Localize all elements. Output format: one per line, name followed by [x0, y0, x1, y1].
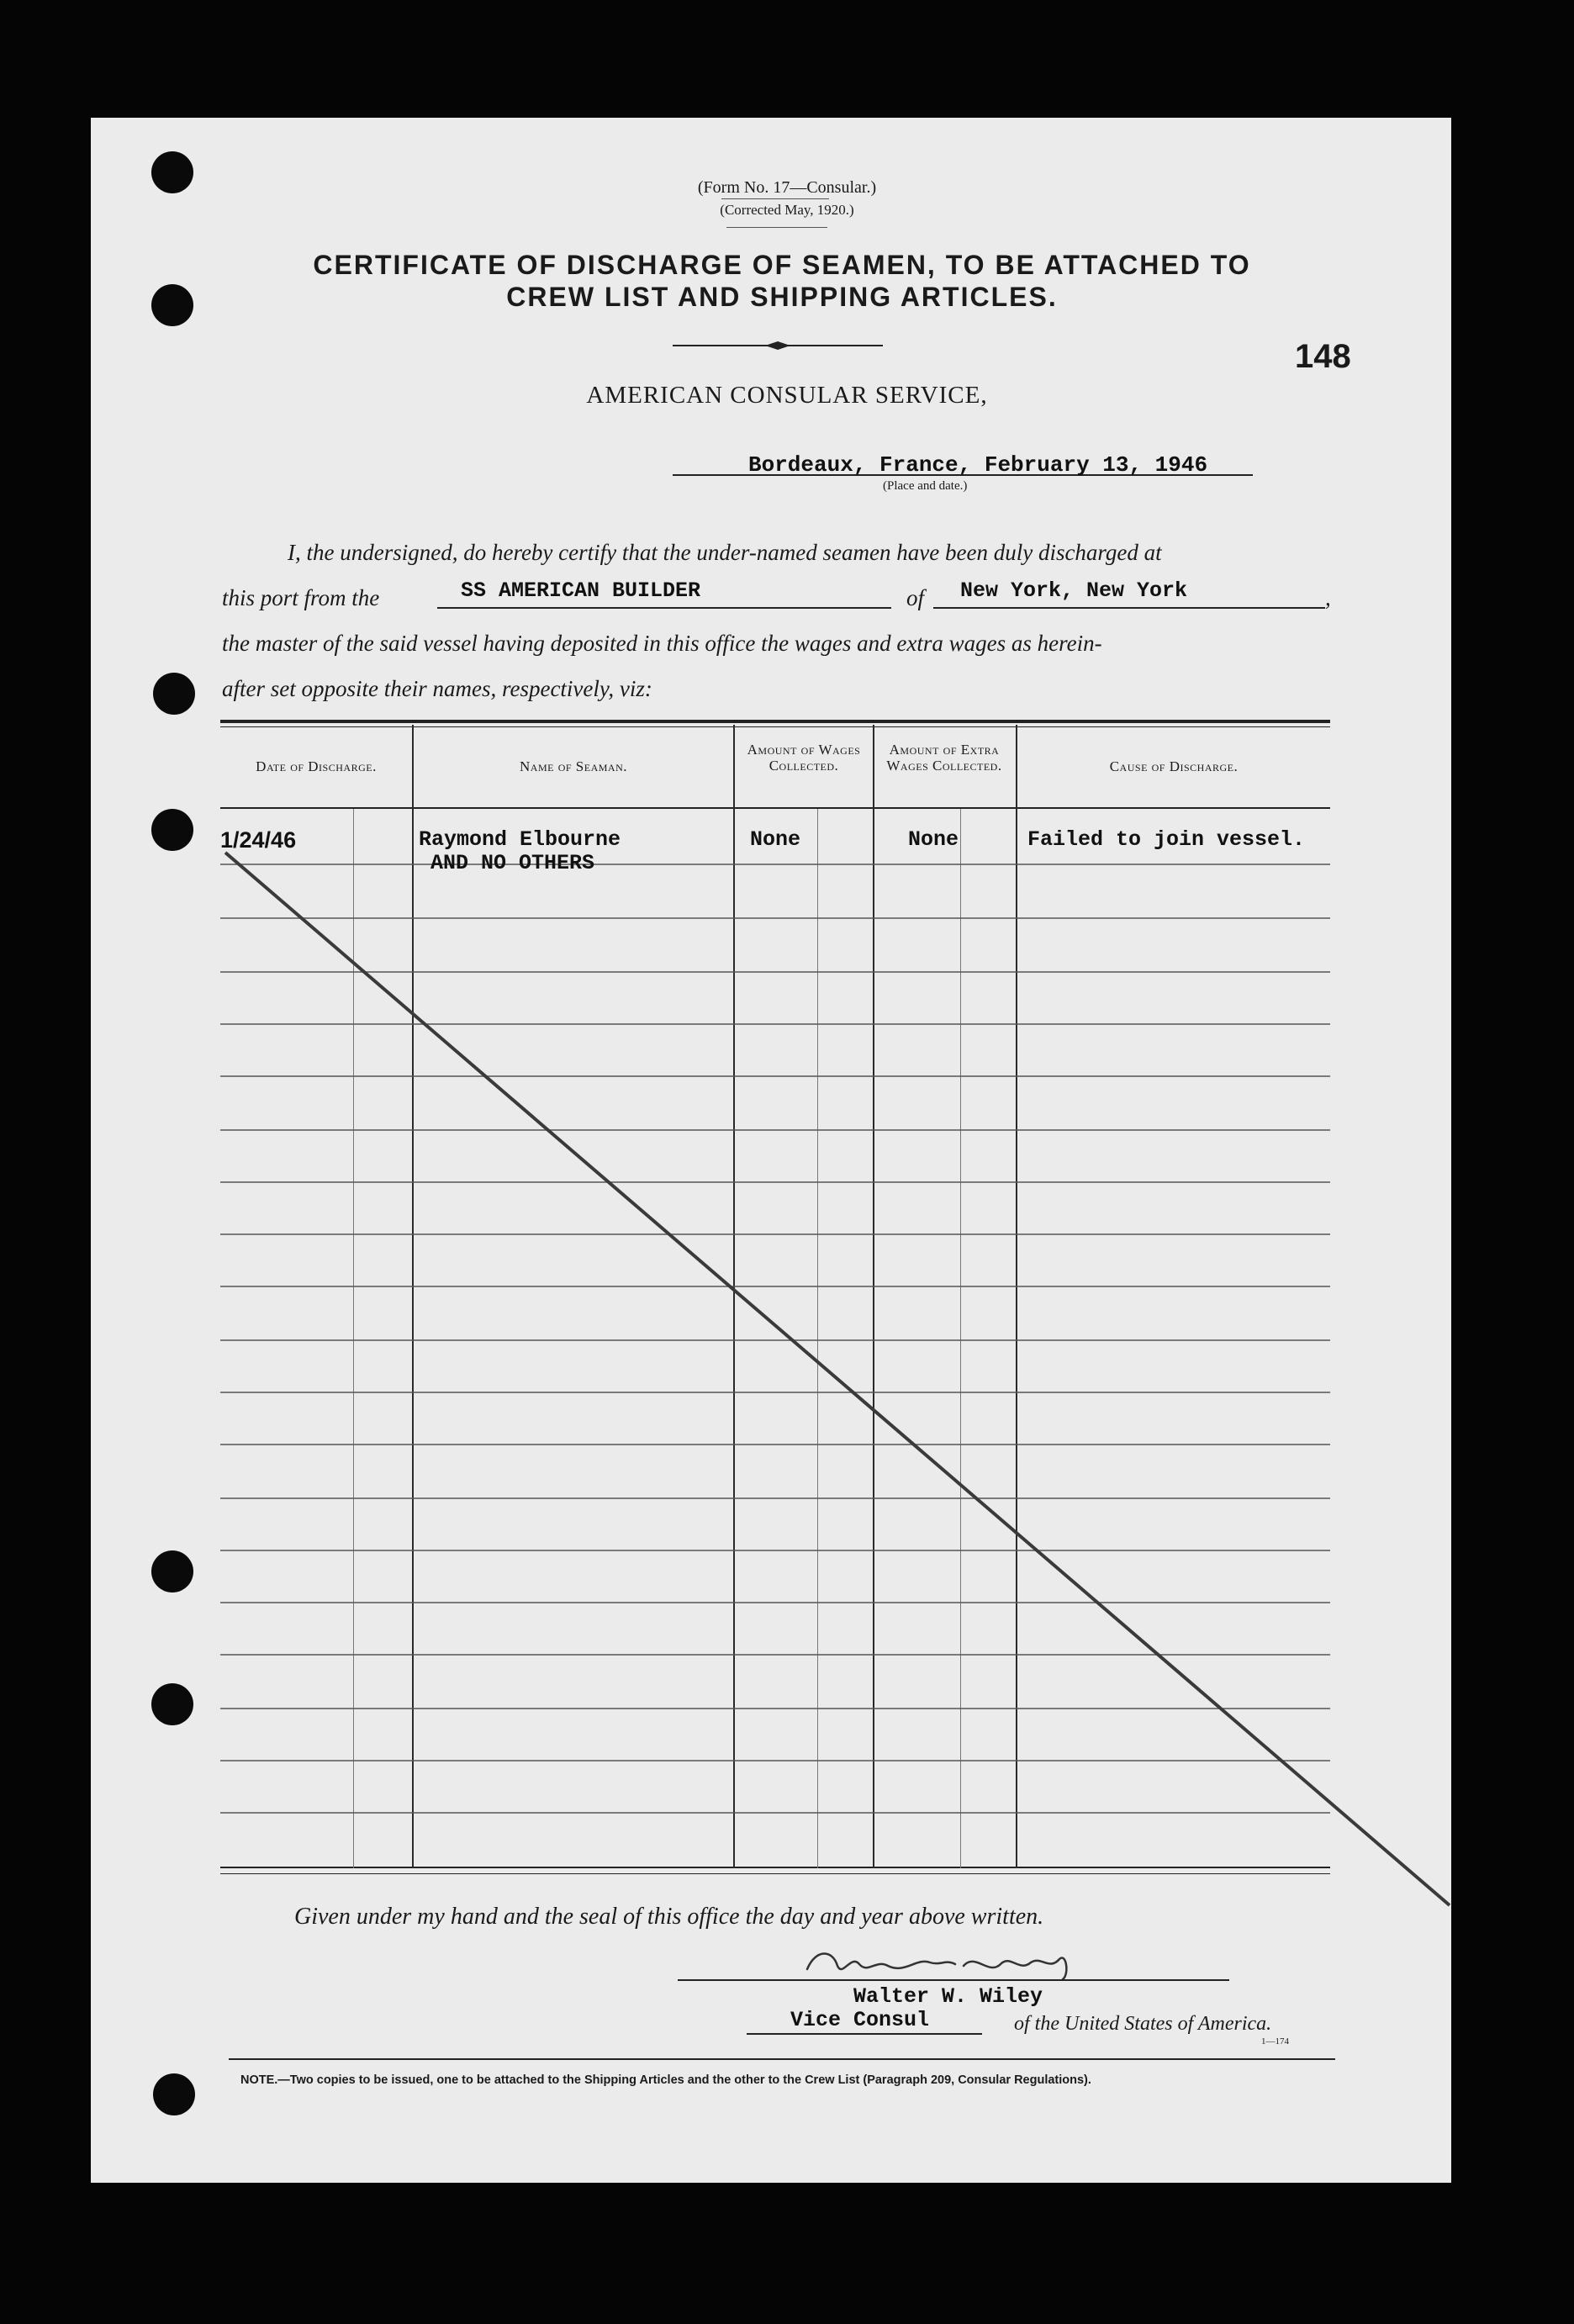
- page-number: 148: [1295, 338, 1351, 375]
- footnote: NOTE.—Two copies to be issued, one to be attached to the Shipping Articles and the other to the Crew List (Paragraph 209, Consular Regulations).: [240, 2073, 1091, 2087]
- signer-title: Vice Consul: [790, 2008, 930, 2032]
- title-line-1: CERTIFICATE OF DISCHARGE OF SEAMEN, TO BE ATTACHED TO: [313, 250, 1251, 280]
- signer-name: Walter W. Wiley: [853, 1984, 1043, 2009]
- place-and-date-caption: (Place and date.): [883, 479, 968, 493]
- given-under-hand: Given under my hand and the seal of this office the day and year above written.: [294, 1904, 1044, 1930]
- certify-line-4: after set opposite their names, respectively, viz:: [222, 676, 652, 701]
- form-code: 1—174: [1261, 2036, 1289, 2047]
- certify-line-2-prefix: this port from the: [222, 585, 380, 610]
- row-cause-of-discharge: Failed to join vessel.: [1027, 827, 1306, 852]
- header-cause-of-discharge: Cause of Discharge.: [1109, 758, 1239, 774]
- certify-line-3: the master of the said vessel having deposited in this office the wages and extra wages as herein-: [222, 631, 1102, 656]
- row-date-of-discharge: 1/24/46: [220, 827, 297, 853]
- corrected-date: (Corrected May, 1920.): [720, 202, 854, 218]
- vessel-name: SS AMERICAN BUILDER: [461, 578, 701, 603]
- row-extra-wages-collected: None: [908, 827, 959, 852]
- header-amount-of-wages: Amount of Wages Collected.: [747, 742, 861, 774]
- header-amount-of-extra-wages: Amount of Extra Wages Collected.: [886, 742, 1002, 774]
- vessel-port: New York, New York: [960, 578, 1188, 603]
- of-the-united-states: of the United States of America.: [1014, 2013, 1272, 2035]
- row-wages-collected: None: [750, 827, 801, 852]
- certify-line-1: I, the undersigned, do hereby certify that the under-named seamen have been duly discharged at: [288, 540, 1162, 565]
- row-seaman-name-line-2: AND NO OTHERS: [430, 851, 595, 875]
- header-name-of-seaman: Name of Seaman.: [520, 758, 627, 774]
- row-seaman-name: Raymond Elbourne: [419, 827, 621, 852]
- certify-line-2-of: of: [906, 585, 925, 610]
- certify-line-2-suffix: ,: [1325, 585, 1331, 610]
- title-line-2: CREW LIST AND SHIPPING ARTICLES.: [506, 282, 1058, 312]
- signature-image: [799, 1941, 1085, 1983]
- header-date-of-discharge: Date of Discharge.: [256, 758, 377, 774]
- place-and-date-value: Bordeaux, France, February 13, 1946: [748, 452, 1208, 478]
- service-heading: AMERICAN CONSULAR SERVICE,: [586, 382, 988, 409]
- form-number: (Form No. 17—Consular.): [697, 178, 877, 197]
